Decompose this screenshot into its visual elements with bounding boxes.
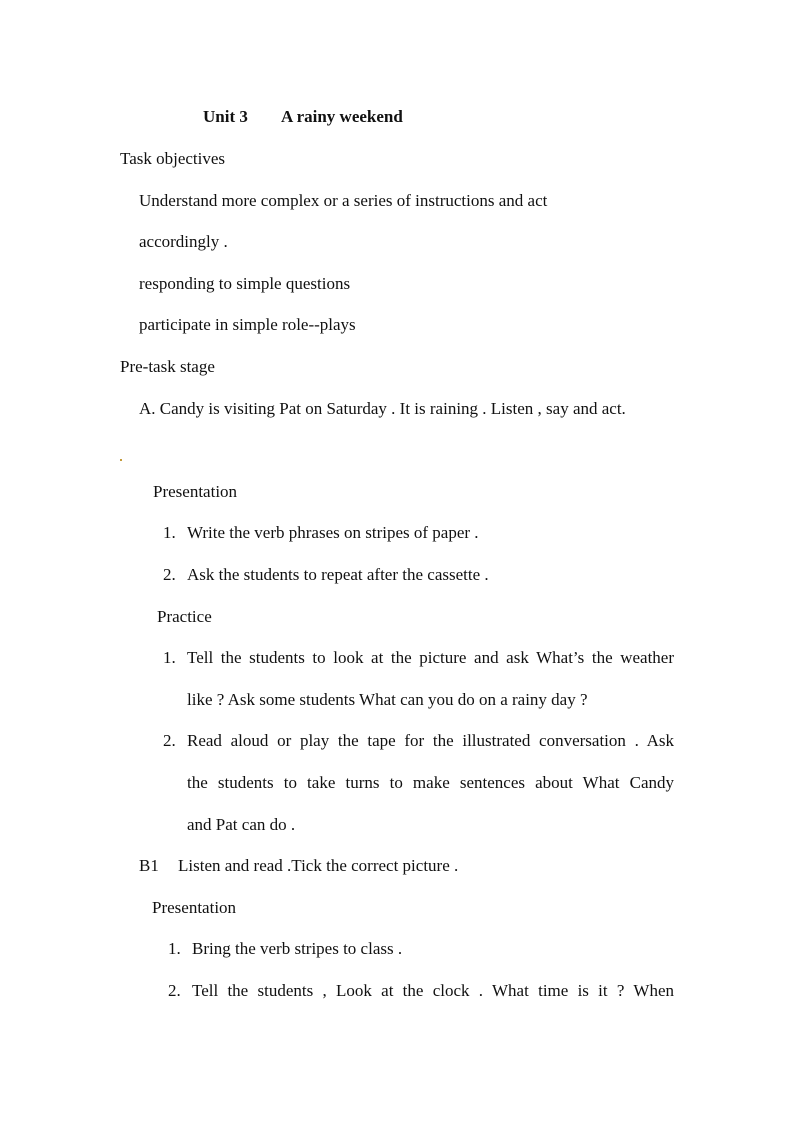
- presentation-step: Write the verb phrases on stripes of paper .: [187, 523, 479, 542]
- b1-presentation-heading: Presentation: [152, 898, 237, 917]
- objective-item: responding to simple questions: [139, 274, 351, 293]
- step-number: 1.: [168, 939, 181, 958]
- presentation-step: Ask the students to repeat after the cassette .: [187, 565, 489, 584]
- stray-mark: [120, 459, 122, 461]
- presentation-heading: Presentation: [153, 482, 238, 501]
- step-number: 1.: [163, 523, 176, 542]
- pretask-heading: Pre-task stage: [120, 357, 215, 376]
- practice-step-line: and Pat can do .: [187, 815, 296, 834]
- practice-heading: Practice: [157, 607, 212, 626]
- b1-instruction: Listen and read .Tick the correct picture .: [178, 856, 459, 875]
- b1-presentation-step: Tell the students , Look at the clock . What time is it ? When: [192, 981, 674, 1000]
- objective-item: accordingly .: [139, 232, 228, 251]
- step-number: 2.: [163, 731, 176, 750]
- objective-item: participate in simple role--plays: [139, 315, 356, 334]
- practice-step-line: Tell the students to look at the picture and ask What’s the weather: [187, 648, 674, 667]
- step-number: 2.: [168, 981, 181, 1000]
- step-number: 1.: [163, 648, 176, 667]
- objective-item: Understand more complex or a series of instructions and act: [139, 191, 548, 210]
- unit-number: Unit 3: [203, 107, 248, 126]
- activity-a: A. Candy is visiting Pat on Saturday . It is raining . Listen , say and act.: [139, 399, 626, 418]
- practice-step-line: Read aloud or play the tape for the illustrated conversation . Ask: [187, 731, 674, 750]
- step-number: 2.: [163, 565, 176, 584]
- objectives-heading: Task objectives: [120, 149, 226, 168]
- b1-presentation-step: Bring the verb stripes to class .: [192, 939, 403, 958]
- b1-label: B1: [139, 856, 159, 875]
- practice-step-line: the students to take turns to make sentences about What Candy: [187, 773, 674, 792]
- unit-name: A rainy weekend: [281, 107, 403, 126]
- practice-step-line: like ? Ask some students What can you do on a rainy day ?: [187, 690, 588, 709]
